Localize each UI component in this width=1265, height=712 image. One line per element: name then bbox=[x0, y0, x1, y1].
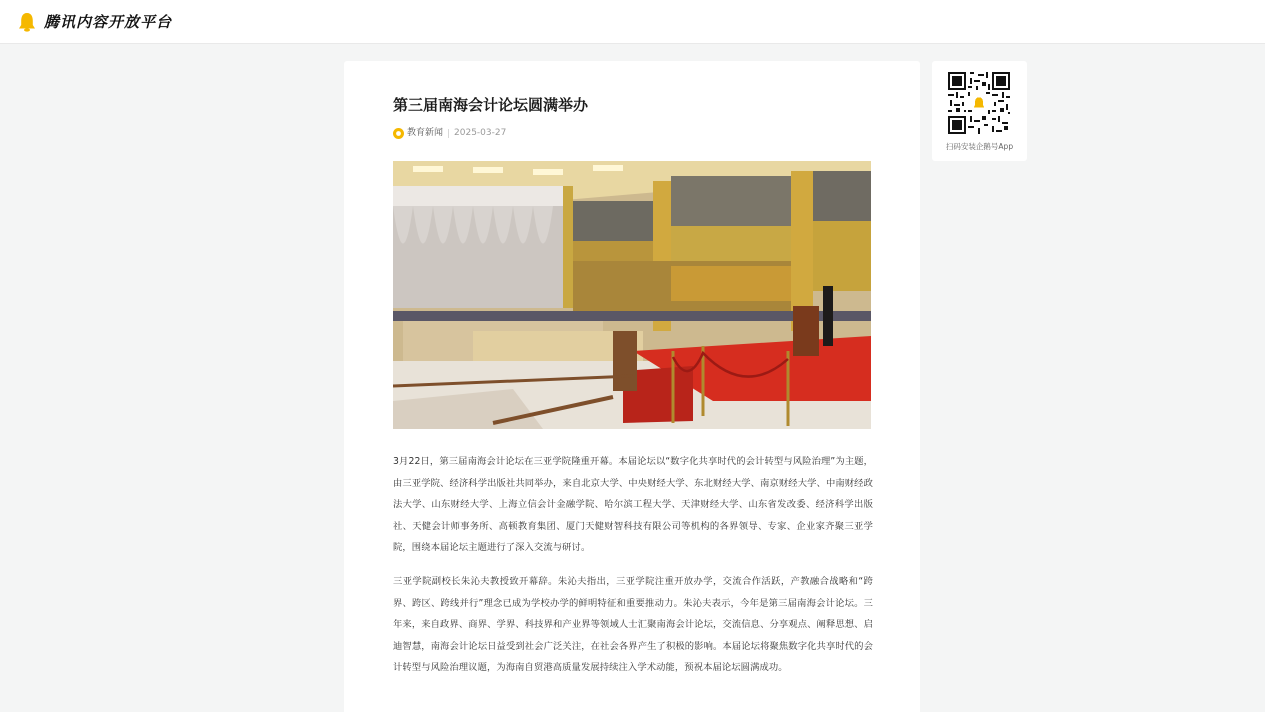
article-source[interactable]: 教育新闻 bbox=[407, 128, 444, 138]
app-download-card[interactable] bbox=[932, 61, 1027, 161]
conference-hall-photo bbox=[393, 161, 871, 429]
brand-name: 腾讯内容开放平台 bbox=[44, 13, 173, 31]
qr-caption: 扫码安装企鹅号App bbox=[945, 142, 1014, 151]
penguin-bell-icon bbox=[18, 12, 36, 32]
article-date: 2025-03-27 bbox=[454, 128, 507, 138]
meta-divider bbox=[448, 129, 449, 138]
qr-code-icon bbox=[948, 72, 1010, 134]
top-bar bbox=[0, 0, 1265, 44]
article-paragraph: 3月22日，第三届南海会计论坛在三亚学院隆重开幕。本届论坛以“数字化共享时代的会计转型与风险治理”为主题，由三亚学院、经济科学出版社共同举办，来自北京大学、中央财经大学、东北财经大学、南京财经大学、中南财经政法大学、山东财经大学、上海立信会计金融学院、哈尔滨工程大学、天津财经大学、山东省发改委、经济科学出版社、天健会计师事务所、高顿教育集团、厦门天健财智科技有限公司等机构的各界领导、专家、企业家齐聚三亚学院，围绕本届论坛主题进行了深入交流与研讨。 bbox=[393, 456, 873, 554]
article-card bbox=[344, 61, 920, 712]
brand[interactable] bbox=[18, 12, 172, 32]
article-title: 第三届南海会计论坛圆满举办 bbox=[393, 96, 589, 114]
article-paragraph: 三亚学院副校长朱沁夫教授致开幕辞。朱沁夫指出，三亚学院注重开放办学，交流合作活跃，产教融合战略和“跨界、跨区、跨线并行”理念已成为学校办学的鲜明特征和重要推动力。朱沁夫表示，今年是第三届南海会计论坛。三年来，来自政界、商界、学界、科技界和产业界等领域人士汇聚南海会计论坛，交流信息、分享观点、阐释思想、启迪智慧，南海会计论坛日益受到社会广泛关注，在社会各界产生了积极的影响。本届论坛将聚焦数字化共享时代的会计转型与风险治理议题，为海南自贸港高质量发展持续注入学术动能，预祝本届论坛圆满成功。 bbox=[393, 576, 873, 674]
source-avatar-icon bbox=[393, 128, 404, 139]
article-meta bbox=[393, 127, 506, 139]
